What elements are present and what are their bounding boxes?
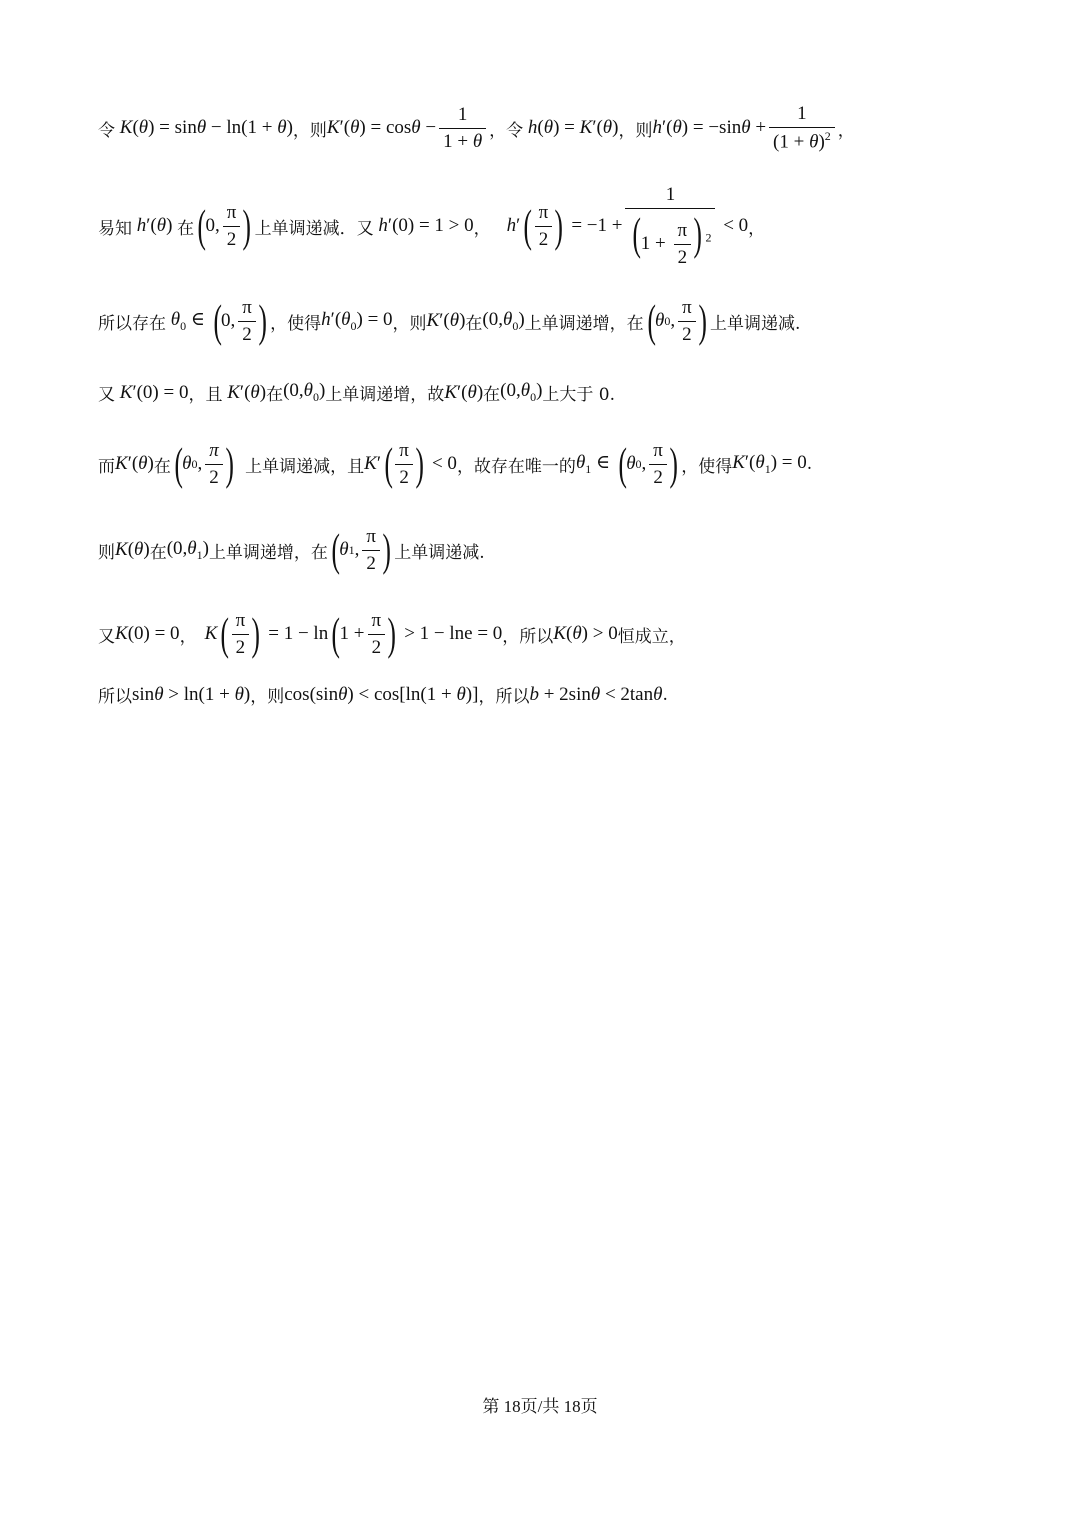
fraction: $\frac{1}{1 + \theta}$ xyxy=(439,104,486,153)
text: ， xyxy=(748,218,766,239)
fraction: $\frac{1}{(1 + \theta)^2}$ xyxy=(769,103,835,153)
text: 上单调递增，故 xyxy=(325,385,445,405)
text: 恒成立， xyxy=(617,626,686,647)
text: 在 xyxy=(149,542,167,563)
fraction: $\frac{\pi}{2}$ xyxy=(232,610,250,659)
formula-h-def: h(θ) = K′(θ) xyxy=(527,117,619,138)
math-line-6: 则 K(θ) 在 $(0,\theta_1)$ 上单调递增，在 ( θ 1 , $\frac{\pi}{2}$ ) 上单调递减. xyxy=(98,524,485,576)
text: 上大于 0. xyxy=(542,385,616,405)
formula-k-def: K(θ) = sinθ − ln(1 + θ) xyxy=(119,117,293,138)
formula: h′(0) = 1 > 0 xyxy=(378,215,474,237)
formula: cos(sinθ) < cos[ln(1 + θ)] xyxy=(284,683,479,705)
text: 易知 xyxy=(98,218,132,239)
formula: K′(θ) xyxy=(115,453,154,475)
formula: $\theta_1$ ∈ xyxy=(575,452,615,477)
text: ，所以 xyxy=(502,626,554,647)
text: 在 xyxy=(483,385,501,405)
text: 在 xyxy=(465,313,483,334)
fraction: $\frac{\pi}{2}$ xyxy=(205,440,223,489)
text: ，使得 xyxy=(681,456,733,477)
text: 所以 xyxy=(98,687,132,707)
math-line-7: 又 K(0) = 0 ， K ( $\frac{\pi}{2}$ ) = 1 − ln ( 1 + $\frac{\pi}{2}$ ) > 1 − lne = 0 ，所以 K(θ) > 0 恒成立， xyxy=(98,608,686,660)
fraction: $\frac{\pi}{2}$ xyxy=(649,440,667,489)
text: ，则 xyxy=(392,313,427,334)
formula-h-prime: h′(θ) = −sinθ + xyxy=(652,117,767,138)
text: 上单调递减. xyxy=(709,313,801,334)
text: ，则 xyxy=(292,120,327,141)
formula: K′ xyxy=(364,453,381,475)
formula: K(θ) xyxy=(115,539,150,561)
formula: $h'(\theta_0) = 0$ xyxy=(321,308,393,333)
math-line-8 xyxy=(98,682,1020,707)
text: ，则 xyxy=(618,120,653,141)
formula: $(0,\theta_1)$ xyxy=(166,537,209,562)
text: ，令 xyxy=(489,120,524,141)
formula: K′(θ) xyxy=(227,381,267,403)
fraction: $\frac{\pi}{2}$ xyxy=(238,297,256,346)
formula: sinθ > ln(1 + θ) xyxy=(132,683,251,705)
formula: $(0,\theta_0)$ xyxy=(283,380,326,404)
text: ，且 xyxy=(188,385,223,405)
text: ，则 xyxy=(250,687,285,707)
fraction: $\frac{\pi}{2}$ xyxy=(395,440,413,489)
fraction: $\frac{\pi}{2}$ xyxy=(535,202,553,251)
text: 又 xyxy=(98,626,115,647)
text: 在 xyxy=(266,385,284,405)
formula: K′(0) = 0 xyxy=(119,381,189,403)
text: 在 xyxy=(153,456,171,477)
math-line-1 xyxy=(98,103,1020,153)
fraction: $\frac{\pi}{2}$ xyxy=(678,297,696,346)
fraction: $\frac{\pi}{2}$ xyxy=(368,610,386,659)
formula: b + 2sinθ < 2tanθ xyxy=(529,683,663,705)
text: 上单调递减．又 xyxy=(254,218,374,239)
math-line-3: 所以存在 $\theta_0$ ∈ ( 0, $\frac{\pi}{2}$ ) ，使得 $h'(\theta_0) = 0$ ，则 K′(θ) 在 $(0,\theta_0)$ 上单调递增，在 ( θ 0 , $\frac{\pi}{2}$ ) 上单调递减. xyxy=(98,295,801,347)
formula: $K'(\theta_1) = 0$ xyxy=(732,451,807,476)
text: . xyxy=(662,684,668,705)
text: 上单调递增，在 xyxy=(208,542,328,563)
math-line-5: 而 K′(θ) 在 ( θ 0 , $\frac{\pi}{2}$ ) 上单调递减，且 K′ ( $\frac{\pi}{2}$ ) < 0 ，故存在唯一的 $\theta_1$ ∈ ( θ 0 , $\frac{\pi}{2}$ ) ，使得 $K'(\theta_1) = 0$ . xyxy=(98,438,813,490)
text: 而 xyxy=(98,456,115,477)
text: 令 xyxy=(98,120,115,141)
formula: K′(θ) xyxy=(426,310,466,332)
text: 上单调递减. xyxy=(394,542,485,563)
text: 则 xyxy=(98,542,115,563)
text: . xyxy=(806,454,813,475)
text: 又 xyxy=(98,385,115,405)
formula-k-prime: K′(θ) = cosθ − xyxy=(326,117,437,138)
fraction: $\frac{\pi}{2}$ xyxy=(362,526,380,575)
formula: $(0,\theta_0)$ xyxy=(482,308,525,333)
formula: K′(θ) xyxy=(444,381,484,403)
text: 上单调递减，且 xyxy=(245,456,365,477)
formula: K(θ) > 0 xyxy=(553,623,618,645)
fraction: $\frac{\pi}{2}$ xyxy=(223,202,241,251)
math-line-2: 易知 h′(θ) 在 ( 0, $\frac{\pi}{2}$ ) 上单调递减．又 h′(0) = 1 > 0 ， h′ ( $\frac{\pi}{2}$ ) = −1 + 1 (1 + $\frac{\pi}{2}$ ) $^2$ < 0 ， xyxy=(98,184,766,268)
text: 所以存在 xyxy=(98,313,166,334)
fraction: 1 (1 + $\frac{\pi}{2}$ ) $^2$ xyxy=(625,184,715,269)
formula: h′(θ) xyxy=(136,215,178,237)
math-line-4 xyxy=(98,380,1020,405)
text: ，所以 xyxy=(478,687,530,707)
text: ，使得 xyxy=(270,313,322,334)
text: 上单调递增，在 xyxy=(524,313,644,334)
text: ，故存在唯一的 xyxy=(456,456,576,477)
page-footer: 第 18页/共 18页 xyxy=(482,1397,598,1416)
formula: $\theta_0$ ∈ xyxy=(170,309,210,334)
formula: K(0) = 0 xyxy=(115,623,180,645)
text: ， xyxy=(473,218,491,239)
text: ， xyxy=(179,626,197,647)
formula: h′ xyxy=(506,215,521,237)
text: ， xyxy=(837,120,855,141)
formula: $(0,\theta_0)$ xyxy=(500,380,543,404)
text: 在 xyxy=(177,218,195,239)
